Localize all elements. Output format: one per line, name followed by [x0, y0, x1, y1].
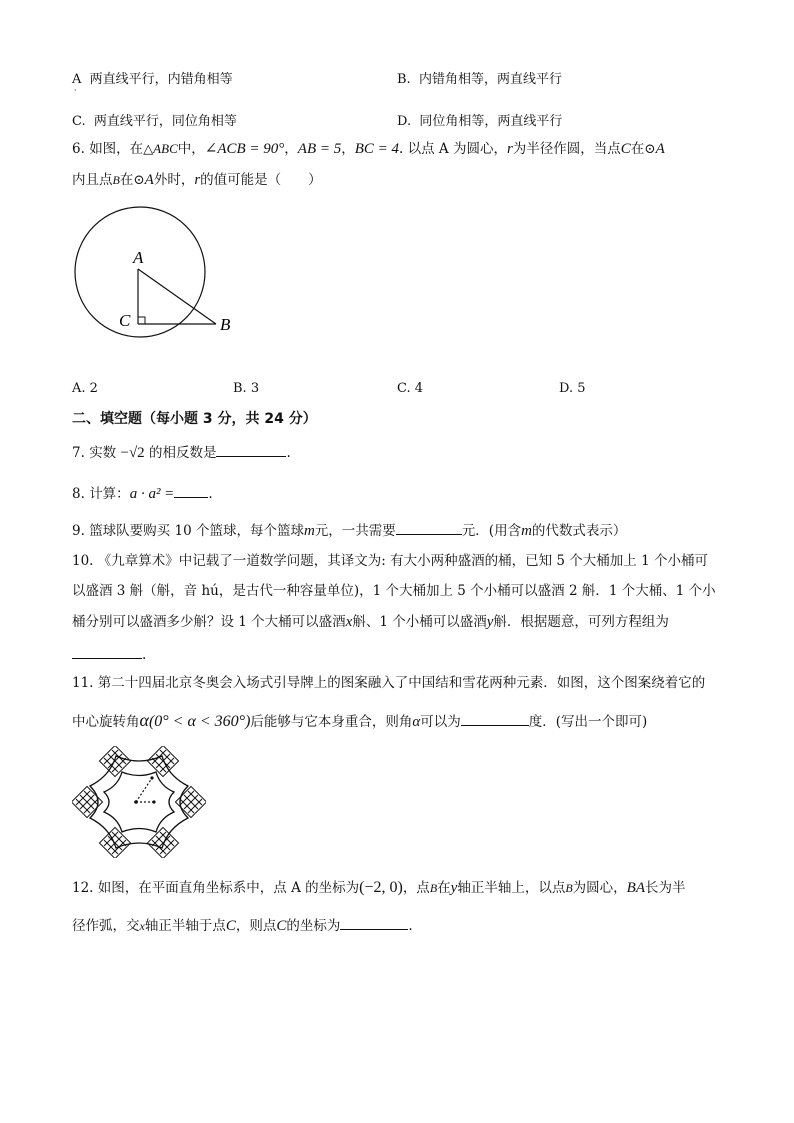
q6-option-b: B. 3 — [233, 381, 260, 396]
q6-option-c: C. 4 — [397, 381, 424, 396]
q5-option-c — [72, 110, 237, 129]
answer-blank[interactable] — [216, 443, 286, 457]
answer-blank[interactable] — [396, 521, 462, 535]
label-c: C — [119, 311, 131, 330]
q6-figure — [70, 206, 250, 346]
q7: 7. 实数 −√2 的相反数是 . — [72, 445, 291, 461]
q11-line-1: 11. 第二十四届北京冬奥会入场式引导牌上的图案融入了中国结和雪花两种元素．如图，这个图案绕着它的 — [72, 675, 706, 691]
section-heading: 二、填空题（每小题 3 分，共 24 分） — [72, 411, 317, 427]
outer-ring — [90, 756, 188, 848]
option-letter: B. — [397, 72, 411, 87]
q5-option-a — [72, 68, 233, 87]
option-letter: C. — [72, 114, 86, 129]
q5-option-d — [397, 110, 562, 129]
answer-blank[interactable] — [174, 484, 208, 498]
knot-top-left — [99, 746, 130, 777]
q12-line-2: 径作弧，交x轴正半轴于点C，则点C的坐标为 . — [72, 918, 413, 934]
q11-line-2: 中心旋转角α(0° < α < 360°)后能够与它本身重合，则角α可以为 度．(写出一个即可) — [72, 710, 648, 730]
knot-top-right — [147, 746, 178, 777]
q5-option-b — [397, 68, 562, 87]
inner-ring — [104, 772, 174, 832]
q10-answer: . — [72, 645, 146, 663]
dot-mark: · — [74, 86, 77, 95]
q6-option-d: D. 5 — [559, 381, 586, 396]
rotation-ray-1 — [136, 778, 152, 802]
label-a: A — [133, 248, 144, 267]
q10-line-2: 以盛酒 3 斛（斛，音 hú，是古代一种容量单位)，1 个大桶加上 5 个小桶可以盛酒 2 斛．1 个大桶、1 个小 — [72, 583, 716, 599]
q8: 8. 计算：a · a² = . — [72, 486, 213, 502]
q12-line-1: 12. 如图，在平面直角坐标系中，点 A 的坐标为(−2, 0)，点B在y轴正半轴上，以点B为圆心，BA长为半 — [72, 879, 686, 896]
q9: 9. 篮球队要购买 10 个篮球，每个篮球m元，一共需要 元．(用含m的代数式表示） — [72, 523, 627, 539]
label-b: B — [220, 315, 231, 334]
q6-option-a: A. 2 — [72, 381, 98, 396]
option-letter: D. — [397, 114, 412, 129]
right-angle-mark — [138, 317, 145, 324]
answer-blank[interactable] — [340, 916, 408, 930]
knot-bottom-right — [147, 827, 178, 858]
option-text: 两直线平行，同位角相等 — [93, 114, 237, 129]
option-text: 内错角相等，两直线平行 — [418, 72, 562, 87]
option-text: 两直线平行，内错角相等 — [89, 72, 233, 87]
answer-blank[interactable] — [461, 712, 529, 726]
q6-line-1: 6. 如图，在△ABC中，∠ACB = 90°，AB = 5，BC = 4. 以点 A 为圆心，r为半径作圆，当点C在⊙A — [72, 141, 665, 157]
q6-line-2: 内且点B在⊙A外时，r的值可能是（ ） — [72, 172, 322, 188]
knot-bottom-left — [99, 827, 130, 858]
q10-line-3: 桶分别可以盛酒多少斛？设 1 个大桶可以盛酒x斛、1 个小桶可以盛酒y斛．根据题意，可列方程组为 — [72, 614, 669, 630]
answer-blank[interactable] — [72, 645, 142, 659]
knot-pattern-figure — [72, 746, 206, 858]
option-text: 同位角相等，两直线平行 — [419, 114, 563, 129]
option-letter: A — [72, 72, 82, 87]
q10-line-1: 10. 《九章算术》中记载了一道数学问题，其译文为: 有大小两种盛酒的桶，已知 5 个大桶加上 1 个小桶可 — [72, 553, 708, 569]
